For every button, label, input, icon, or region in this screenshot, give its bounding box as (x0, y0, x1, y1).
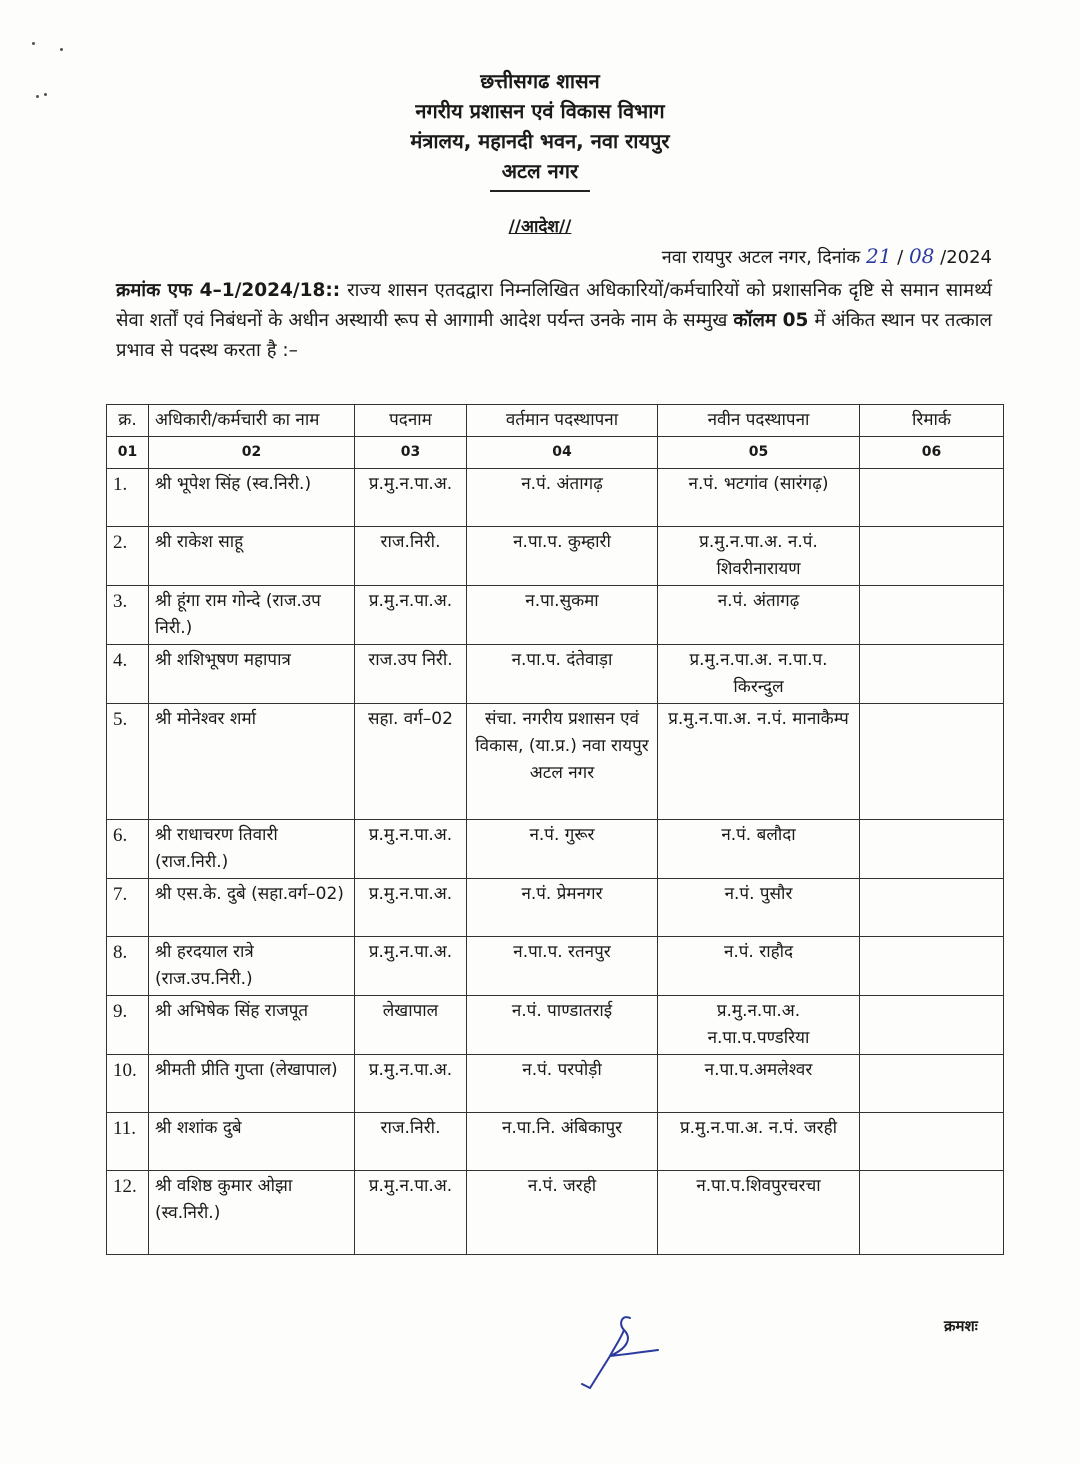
column-reference: कॉलम 05 (733, 310, 809, 331)
header-new-posting: नवीन पदस्थापना (658, 405, 860, 437)
column-number: 02 (149, 437, 355, 469)
table-row (107, 879, 1004, 937)
row-remark (860, 1171, 1004, 1255)
row-designation: प्र.मु.न.पा.अ. (355, 820, 467, 879)
row-remark (860, 1113, 1004, 1171)
row-designation: प्र.मु.न.पा.अ. (355, 879, 467, 937)
table-row (107, 645, 1004, 704)
row-serial: 10. (107, 1055, 149, 1113)
speck (32, 42, 35, 45)
column-number: 01 (107, 437, 149, 469)
row-name: श्री एस.के. दुबे (सहा.वर्ग–02) (149, 879, 355, 937)
speck (60, 48, 63, 51)
govt-name: छत्तीसगढ शासन (480, 69, 600, 93)
row-name: श्री भूपेश सिंह (स्व.निरी.) (149, 469, 355, 527)
row-remark (860, 527, 1004, 586)
header-current-posting: वर्तमान पदस्थापना (467, 405, 658, 437)
table-body (107, 469, 1004, 1255)
row-current-posting: न.पं. परपोड़ी (467, 1055, 658, 1113)
row-serial: 12. (107, 1171, 149, 1255)
row-designation: प्र.मु.न.पा.अ. (355, 469, 467, 527)
table-row (107, 586, 1004, 645)
row-designation: सहा. वर्ग–02 (355, 704, 467, 820)
date-place: नवा रायपुर अटल नगर, दिनांक (661, 247, 861, 268)
row-new-posting: न.पा.प.शिवपुरचरचा (658, 1171, 860, 1255)
column-number: 06 (860, 437, 1004, 469)
row-remark (860, 1055, 1004, 1113)
row-current-posting: न.पं. गुरूर (467, 820, 658, 879)
signature (570, 1310, 700, 1400)
row-remark (860, 586, 1004, 645)
column-number: 03 (355, 437, 467, 469)
row-remark (860, 469, 1004, 527)
row-remark (860, 704, 1004, 820)
row-serial: 5. (107, 704, 149, 820)
row-remark (860, 820, 1004, 879)
column-number-row (107, 437, 1004, 469)
row-current-posting: न.पा.प. दंतेवाड़ा (467, 645, 658, 704)
table-header-row (107, 405, 1004, 437)
row-remark (860, 996, 1004, 1055)
table-row (107, 996, 1004, 1055)
order-number: क्रमांक एफ 4–1/2024/18:: (116, 280, 341, 301)
row-current-posting: न.पं. प्रेमनगर (467, 879, 658, 937)
row-designation: प्र.मु.न.पा.अ. (355, 1171, 467, 1255)
city-name: अटल नगर (490, 156, 590, 192)
row-serial: 7. (107, 879, 149, 937)
row-current-posting: न.पा.नि. अंबिकापुर (467, 1113, 658, 1171)
table-row (107, 704, 1004, 820)
signature-stroke (582, 1317, 658, 1388)
row-new-posting: न.पं. बलौदा (658, 820, 860, 879)
row-new-posting: प्र.मु.न.पा.अ. न.पं. मानाकैम्प (658, 704, 860, 820)
date-month: 08 (908, 244, 935, 268)
row-designation: लेखापाल (355, 996, 467, 1055)
date-day: 21 (865, 244, 892, 268)
row-designation: राज.उप निरी. (355, 645, 467, 704)
table-row (107, 820, 1004, 879)
row-name: श्री राधाचरण तिवारी (राज.निरी.) (149, 820, 355, 879)
row-new-posting: प्र.मु.न.पा.अ. न.पं. शिवरीनारायण (658, 527, 860, 586)
row-remark (860, 645, 1004, 704)
row-serial: 4. (107, 645, 149, 704)
row-remark (860, 879, 1004, 937)
date-year: 2024 (946, 247, 992, 268)
row-name: श्री अभिषेक सिंह राजपूत (149, 996, 355, 1055)
row-current-posting: संचा. नगरीय प्रशासन एवं विकास, (या.प्र.) नवा रायपुर अटल नगर (467, 704, 658, 820)
row-name: श्री मोनेश्वर शर्मा (149, 704, 355, 820)
header-name: अधिकारी/कर्मचारी का नाम (149, 405, 355, 437)
row-name: श्री राकेश साहू (149, 527, 355, 586)
row-name: श्री हूंगा राम गोन्दे (राज.उप निरी.) (149, 586, 355, 645)
column-number: 04 (467, 437, 658, 469)
row-serial: 8. (107, 937, 149, 996)
row-current-posting: न.पा.प. रतनपुर (467, 937, 658, 996)
table-row (107, 1055, 1004, 1113)
row-new-posting: न.पं. राहौद (658, 937, 860, 996)
row-serial: 2. (107, 527, 149, 586)
row-new-posting: न.पं. पुसौर (658, 879, 860, 937)
document-header (0, 66, 1080, 192)
row-name: श्री शशिभूषण महापात्र (149, 645, 355, 704)
row-new-posting: प्र.मु.न.पा.अ. न.पा.प.पण्डरिया (658, 996, 860, 1055)
office-address: मंत्रालय, महानदी भवन, नवा रायपुर (410, 129, 670, 153)
row-designation: प्र.मु.न.पा.अ. (355, 937, 467, 996)
row-current-posting: न.पा.सुकमा (467, 586, 658, 645)
row-designation: प्र.मु.न.पा.अ. (355, 586, 467, 645)
continued-label: क्रमशः (944, 1317, 978, 1335)
row-name: श्री वशिष्ठ कुमार ओझा (स्व.निरी.) (149, 1171, 355, 1255)
order-text-2: में अंकित स्थान पर तत्काल प्रभाव से पदस्थ करता है :– (116, 310, 992, 361)
table-row (107, 1171, 1004, 1255)
table-row (107, 527, 1004, 586)
table-row (107, 937, 1004, 996)
table-row (107, 1113, 1004, 1171)
row-new-posting: न.पा.प.अमलेश्वर (658, 1055, 860, 1113)
row-serial: 1. (107, 469, 149, 527)
order-text-1: राज्य शासन एतदद्वारा निम्नलिखित अधिकारियों/कर्मचारियों को प्रशासनिक दृष्टि से समान सामर्थ्य सेवा शर्तों एवं निबंधनों के अधीन अस्थायी रूप से आगामी आदेश पर्यन्त उनके नाम के सम्मुख (116, 280, 992, 331)
table-row (107, 469, 1004, 527)
order-title: //आदेश// (508, 217, 572, 237)
row-serial: 11. (107, 1113, 149, 1171)
header-remark: रिमार्क (860, 405, 1004, 437)
transfer-table (106, 404, 1004, 1255)
row-designation: राज.निरी. (355, 1113, 467, 1171)
row-current-posting: न.पं. अंतागढ़ (467, 469, 658, 527)
row-name: श्री हरदयाल रात्रे (राज.उप.निरी.) (149, 937, 355, 996)
row-new-posting: न.पं. अंतागढ़ (658, 586, 860, 645)
row-new-posting: प्र.मु.न.पा.अ. न.पं. जरही (658, 1113, 860, 1171)
order-paragraph (116, 276, 992, 366)
row-designation: प्र.मु.न.पा.अ. (355, 1055, 467, 1113)
row-new-posting: प्र.मु.न.पा.अ. न.पा.प. किरन्दुल (658, 645, 860, 704)
dateline: नवा रायपुर अटल नगर, दिनांक 21 / 08 /2024 (661, 244, 992, 268)
row-current-posting: न.पं. जरही (467, 1171, 658, 1255)
row-serial: 9. (107, 996, 149, 1055)
row-new-posting: न.पं. भटगांव (सारंगढ़) (658, 469, 860, 527)
department-name: नगरीय प्रशासन एवं विकास विभाग (415, 99, 665, 123)
column-number: 05 (658, 437, 860, 469)
row-current-posting: न.पा.प. कुम्हारी (467, 527, 658, 586)
row-name: श्रीमती प्रीति गुप्ता (लेखापाल) (149, 1055, 355, 1113)
row-serial: 6. (107, 820, 149, 879)
header-designation: पदनाम (355, 405, 467, 437)
row-current-posting: न.पं. पाण्डातराई (467, 996, 658, 1055)
row-remark (860, 937, 1004, 996)
row-designation: राज.निरी. (355, 527, 467, 586)
row-serial: 3. (107, 586, 149, 645)
row-name: श्री शशांक दुबे (149, 1113, 355, 1171)
header-sno: क्र. (107, 405, 149, 437)
